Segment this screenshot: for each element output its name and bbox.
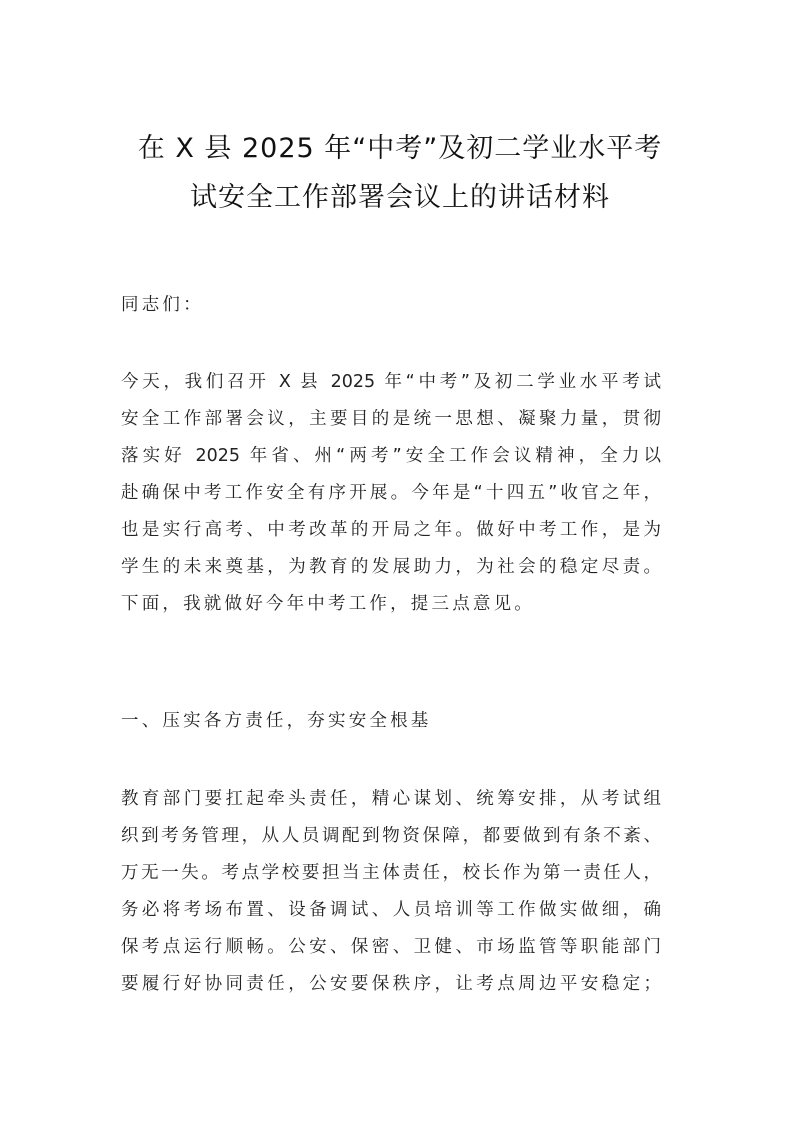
paragraph-line: 学生的未来奠基，为教育的发展助力，为社会的稳定尽责。	[121, 557, 661, 577]
paragraph-line: 赴确保中考工作安全有序开展。今年是“十四五”收官之年，	[121, 483, 661, 503]
section-heading-text: 一、压实各方责任，夯实安全根基	[121, 711, 432, 731]
paragraph-line: 务必将考场布置、设备调试、人员培训等工作做实做细，确	[121, 900, 661, 920]
paragraph-line: 安全工作部署会议，主要目的是统一思想、凝聚力量，贯彻	[121, 409, 661, 429]
greeting-text: 同志们：	[121, 295, 204, 315]
section-heading-1	[121, 703, 661, 740]
greeting	[121, 287, 661, 324]
paragraph-responsibilities	[121, 781, 661, 1003]
document-title	[100, 124, 700, 222]
title-line-2: 试安全工作部署会议上的讲话材料	[190, 182, 610, 213]
paragraph-intro	[121, 364, 661, 623]
paragraph-line: 万无一失。考点学校要担当主体责任，校长作为第一责任人，	[121, 863, 661, 883]
paragraph-line: 教育部门要扛起牵头责任，精心谋划、统筹安排，从考试组	[121, 789, 661, 809]
paragraph-line: 也是实行高考、中考改革的开局之年。做好中考工作，是为	[121, 520, 661, 540]
paragraph-line: 下面，我就做好今年中考工作，提三点意见。	[121, 594, 535, 614]
paragraph-line: 今天，我们召开 X 县 2025 年“中考”及初二学业水平考试	[121, 372, 661, 392]
paragraph-line: 织到考务管理，从人员调配到物资保障，都要做到有条不紊、	[121, 826, 661, 846]
title-line-1: 在 X 县 2025 年“中考”及初二学业水平考	[137, 133, 663, 164]
paragraph-line: 落实好 2025 年省、州“两考”安全工作会议精神，全力以	[121, 446, 661, 466]
paragraph-line: 保考点运行顺畅。公安、保密、卫健、市场监管等职能部门	[121, 937, 661, 957]
paragraph-line: 要履行好协同责任，公安要保秩序，让考点周边平安稳定；	[121, 974, 661, 994]
